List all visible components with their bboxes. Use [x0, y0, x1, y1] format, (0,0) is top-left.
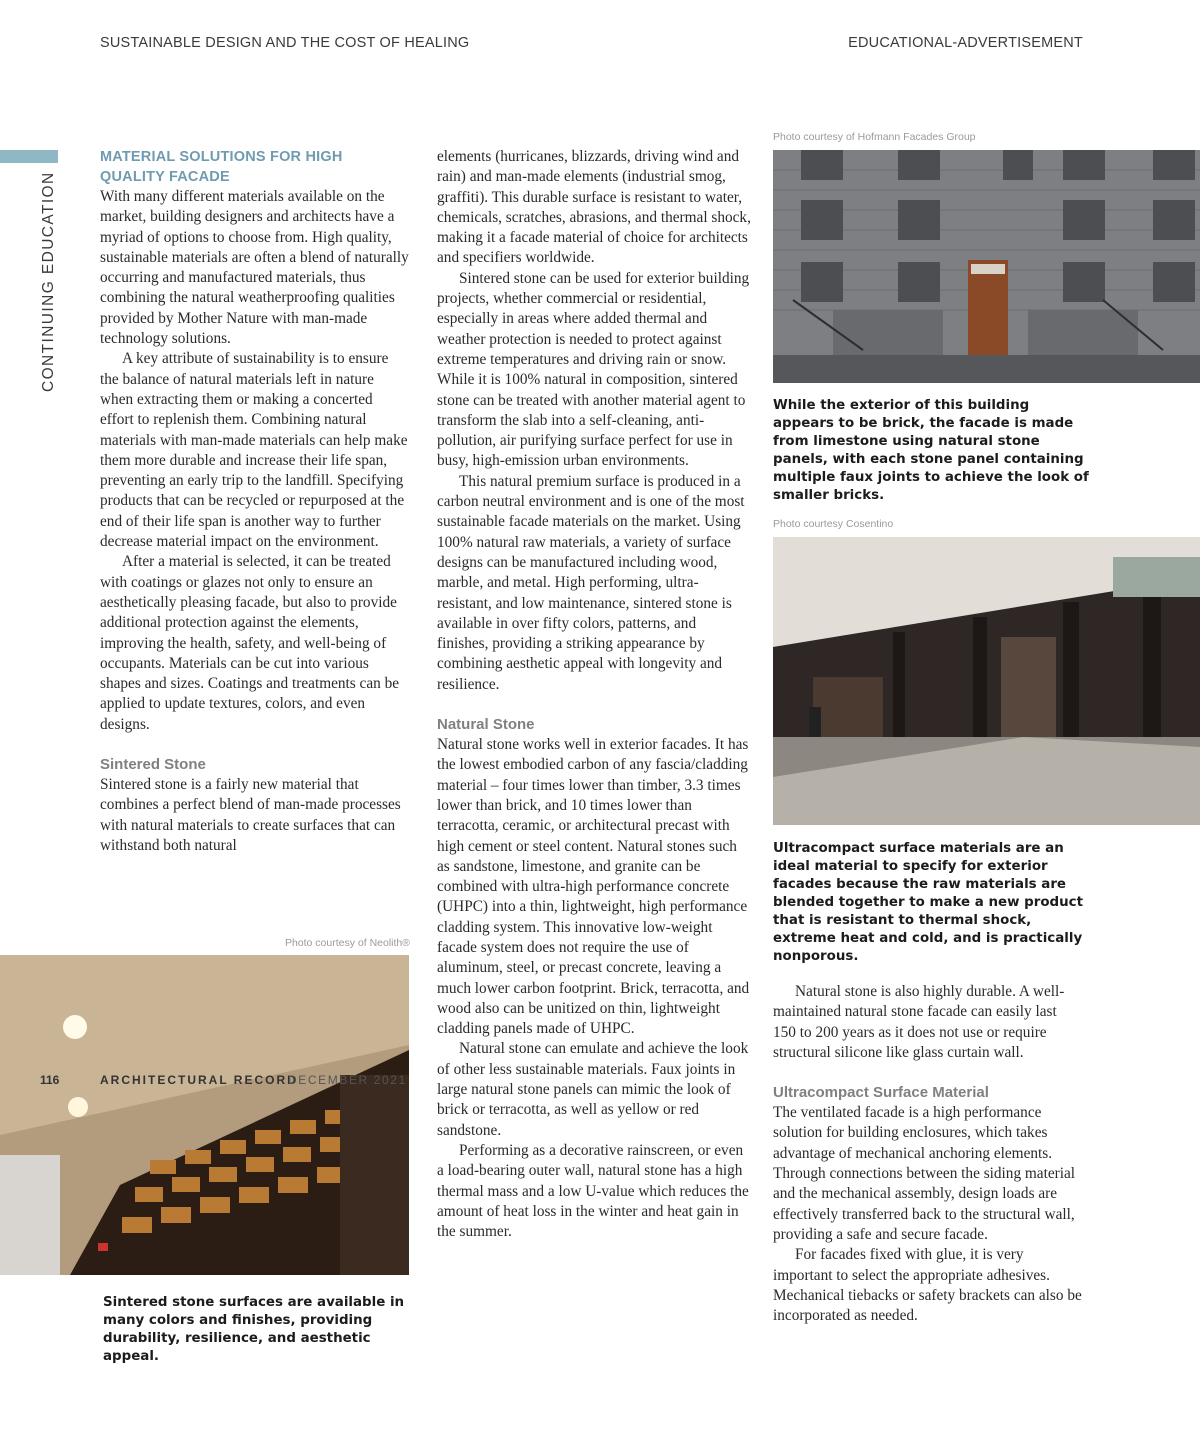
paragraph: Sintered stone is a fairly new material that combines a perfect blend of man-made processes with natural materials to create surfaces that can withstand both natural [100, 776, 401, 854]
paragraph: With many different materials available on the market, building designers and architects have a myriad of options to choose from. High quality, sustainable materials are often a blend of naturally occurring and manufactured materials, thus combining the natural weatherproofing qualities provided by Mother Nature with man-made technology solutions. [100, 188, 409, 348]
column-3 [773, 982, 1083, 1326]
subheading: Ultracompact Surface Material [773, 1084, 989, 1102]
column-2 [437, 147, 751, 1242]
paragraph: Natural stone is also highly durable. A well-maintained natural stone facade can easily last 150 to 200 years as it does not use or require structural silicone like glass curtain wall. [773, 983, 1065, 1061]
section-heading: MATERIAL SOLUTIONS FOR HIGH QUALITY FACADE [100, 149, 343, 185]
building-illustration [773, 537, 1200, 825]
paragraph: This natural premium surface is produced in a carbon neutral environment and is one of the most sustainable facade materials on the market. Using 100% natural raw materials, a variety of surface designs can be manufactured including wood, marble, and metal. High performing, ultra-resistant, and low maintenance, sintered stone is available in over fifty colors, patterns, and finishes, providing a striking appearance by combining aesthetic appeal with longevity and resilience. [437, 472, 745, 693]
photo-credit: Photo courtesy of Neolith® [284, 937, 410, 949]
column-1 [100, 147, 410, 856]
paragraph: A key attribute of sustainability is to ensure the balance of natural materials left in nature when extracting them or making a concerted effort to replenish them. Combining natural materials with man-made materials can help make them more durable and increase their life span, preventing an early trip to the landfill. Specifying products that can be recycled or repurposed at the end of their life span is another way to further decrease material impact on the environment. [100, 350, 408, 551]
paragraph: Natural stone works well in exterior facades. It has the lowest embodied carbon of any fascia/cladding material – four times lower than timber, 3.3 times lower than brick, and 10 times lower than terracotta, ceramic, or architectural precast with high cement or steel content. Natural stones such as sandstone, limestone, and granite can be combined with ultra-high performance concrete (UHPC) into a thin, lightweight, high performance cladding system. This innovative low-weight facade system does not require the use of aluminum, steel, or precast concrete, leaving a much lower carbon footprint. Brick, terracotta, and wood also can be unitized on thin, lightweight cladding panels made of UHPC. [437, 736, 750, 1038]
photo-caption: While the exterior of this building appears to be brick, the facade is made from limestone using natural stone panels, with each stone panel containing multiple faux joints to achieve the look of smaller bricks. [773, 398, 1089, 503]
paragraph: Sintered stone can be used for exterior building projects, whether commercial or residential, especially in areas where added thermal and weather protection is needed to protect against extreme temperatures and driving rain or snow. While it is 100% natural in composition, sintered stone can be treated with another material agent to transform the slab into a self-cleaning, anti-pollution, air purifying surface perfect for use in busy, high-emission urban environments. [437, 269, 750, 470]
paragraph: The ventilated facade is a high performance solution for building enclosures, which takes advantage of mechanical anchoring elements. Through connections between the siding material and the mechanical assembly, design loads are effectively transferred back to the structural wall, providing a safe and secure facade. [773, 1104, 1076, 1243]
running-header-left: SUSTAINABLE DESIGN AND THE COST OF HEALING [100, 35, 470, 51]
building-illustration [773, 150, 1200, 383]
section-tab-label: CONTINUING EDUCATION [40, 171, 57, 392]
photo-credit: Photo courtesy Cosentino [773, 518, 894, 530]
publication-name: ARCHITECTURAL RECORD [100, 1073, 298, 1087]
section-tab-bar [0, 150, 58, 163]
page-number: 116 [40, 1073, 60, 1087]
paragraph: After a material is selected, it can be treated with coatings or glazes not only to ensure an aesthetically pleasing facade, but also to provide additional protection against the elements, improving the health, safety, and well-being of occupants. Materials can be cut into various shapes and sizes. Coatings and treatments can be applied to update textures, colors, and even designs. [100, 553, 400, 733]
subheading: Sintered Stone [100, 756, 206, 774]
photo-ultracompact-facade [773, 537, 1200, 825]
photo-caption: Ultracompact surface materials are an ideal material to specify for exterior facades because the raw materials are blended together to make a new product that is resistant to thermal shock, extreme heat and cold, and is practically nonporous. [773, 841, 1083, 964]
ceiling-illustration [0, 955, 409, 1275]
issue-date: DECEMBER 2021 [288, 1073, 407, 1087]
paragraph: Natural stone can emulate and achieve the look of other less sustainable materials. Faux joints in large natural stone panels can mimic the look of brick or terracotta, as well as yellow or red sandstone. [437, 1040, 749, 1139]
photo-credit: Photo courtesy of Hofmann Facades Group [773, 131, 976, 143]
subheading: Natural Stone [437, 716, 535, 734]
running-header-right: EDUCATIONAL-ADVERTISEMENT [848, 35, 1083, 51]
paragraph: elements (hurricanes, blizzards, driving wind and rain) and man-made elements (industrial smog, graffiti). This durable surface is resistant to water, chemicals, scratches, abrasions, and thermal shock, making it a facade material of choice for architects and specifiers worldwide. [437, 148, 751, 267]
photo-limestone-facade [773, 150, 1200, 383]
photo-caption: Sintered stone surfaces are available in many colors and finishes, providing durability, resilience, and aesthetic appeal. [103, 1295, 405, 1364]
photo-sintered-stone-ceiling [0, 955, 409, 1275]
paragraph: For facades fixed with glue, it is very important to select the appropriate adhesives. Mechanical tiebacks or safety brackets can also be incorporated as needed. [773, 1246, 1082, 1325]
paragraph: Performing as a decorative rainscreen, or even a load-bearing outer wall, natural stone has a high thermal mass and a low U-value which reduces the amount of heat loss in the winter and heat gain in the summer. [437, 1141, 749, 1241]
